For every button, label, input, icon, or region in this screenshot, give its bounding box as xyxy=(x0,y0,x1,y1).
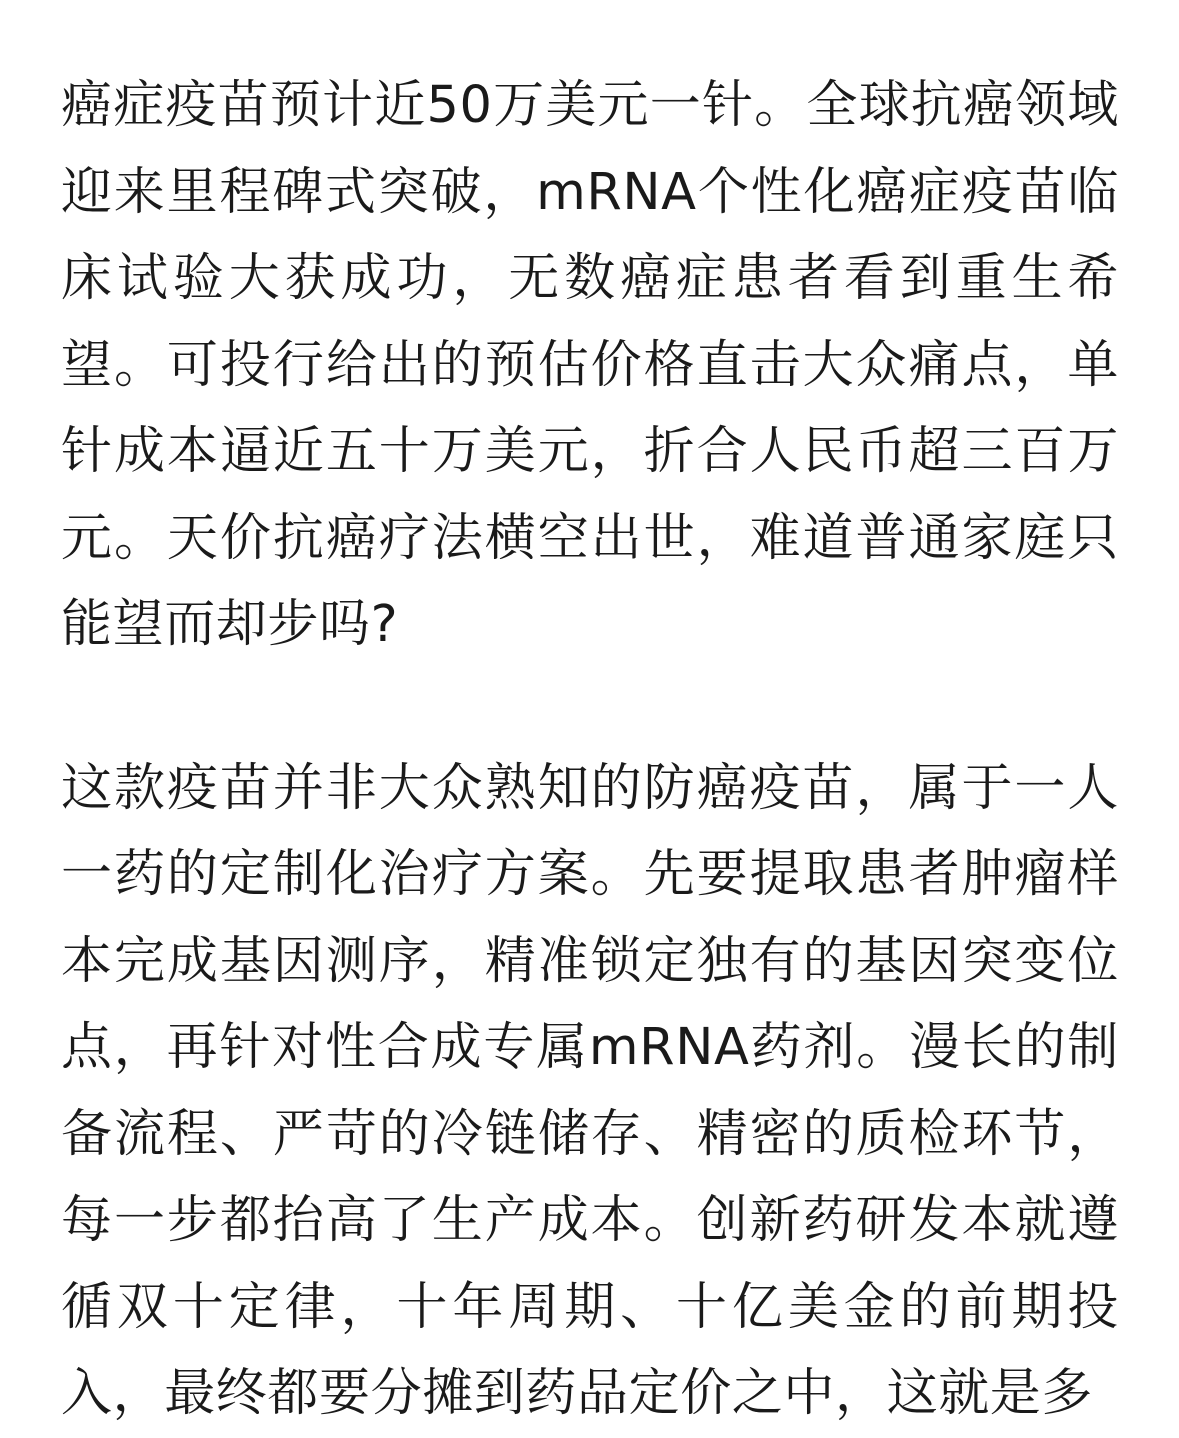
article-body xyxy=(61,63,1119,1438)
article-paragraph-2: 这款疫苗并非大众熟知的防癌疫苗，属于一人一药的定制化治疗方案。先要提取患者肿瘤样本完成基因测序，精准锁定独有的基因突变位点，再针对性合成专属mRNA药剂。漫长的制备流程、严苛的冷链储存、精密的质检环节，每一步都抬高了生产成本。创新药研发本就遵循双十定律，十年周期、十亿美金的前期投入，最终都要分摊到药品定价之中，这就是多 xyxy=(61,758,1119,1423)
article-paragraph-1: 癌症疫苗预计近50万美元一针。全球抗癌领域迎来里程碑式突破，mRNA个性化癌症疫苗临床试验大获成功，无数癌症患者看到重生希望。可投行给出的预估价格直击大众痛点，单针成本逼近五十万美元，折合人民币超三百万元。天价抗癌疗法横空出世，难道普通家庭只能望而却步吗? xyxy=(61,76,1119,654)
